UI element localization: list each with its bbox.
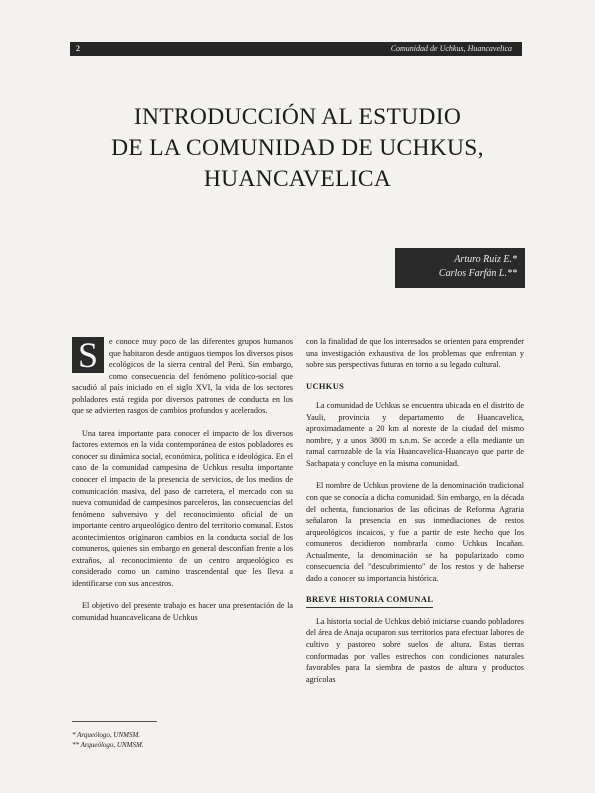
paragraph-intro-text: e conoce muy poco de las diferentes grupos humanos que habitaron desde antiguos tiempos los diversos pisos ecológicos de la sierra central del Perú. Sin embargo, como consecuencia del fenómeno político-social que sacudió al país iniciado en el siglo XVI, la vida de los sectores pobladores está regida por diversos patrones de conducta en los que se advierten rasgos de cambios profundos y acelerados.	[72, 337, 293, 416]
title-line-2: DE LA COMUNIDAD DE UCHKUS,	[111, 135, 484, 161]
authors-box	[395, 248, 525, 288]
drop-cap: S	[72, 337, 104, 373]
section-heading-historia: BREVE HISTORIA COMUNAL	[306, 594, 433, 608]
running-title: Comunidad de Uchkus, Huancavelica	[390, 44, 512, 53]
paragraph: La historia social de Uchkus debió iniciarse cuando pobladores del área de Anaja ocuparon sus territorios para efectuar labores de cultivo y pastoreo sobre suelos de altura. Estas tierras conformadas por valles estrechos con condiciones naturales favorables para la siembra de pastos de altura y productos agrícolas	[306, 616, 524, 684]
paragraph: con la finalidad de que los interesados se orienten para emprender una investigación exhaustiva de los problemas que enfrentan y sobre sus perspectivas futuras en torno a su legado cultural.	[306, 337, 524, 370]
footnote-rule	[72, 721, 157, 722]
paragraph: Una tarea importante para conocer el impacto de los diversos factores externos en la vida contemporánea de estos pobladores es conocer su dinámica social, económica, política e ideológica. En el caso de la comunidad campesina de Uchkus resulta importante conocer el impacto de la presencia de servicios, de los medios de comunicación masiva, del paso de carretera, el mercado con su nueva comunidad de campesinos parceleros, las consecuencias del fenómeno subversivo y del reconocimiento oficial de un importante centro arqueológico dentro del territorio comunal. Estos acontecimientos originaron cambios en la conducta social de los comuneros, quienes sin embargo en general desconfían frente a los extraños, al reconocimiento de un centro arqueológico es considerado como un camino trascendental que les lleva a identificarse con sus ancestros.	[72, 428, 293, 588]
paragraph: La comunidad de Uchkus se encuentra ubicada en el distrito de Yauli, provincia y departamento de Huancavelica, aproximadamente a 20 km al noreste de la ciudad del mismo nombre, y a unos 3800 m s.n.m. Se accede a ella mediante un ramal carrozable de la vía Huancavelica-Huancayo que parte de Sachapata y concluye en la misma comunidad.	[306, 401, 524, 468]
footnote-2: ** Arqueólogo, UNMSM.	[72, 741, 144, 749]
page-number: 2	[76, 44, 80, 53]
title-line-3: HUANCAVELICA	[203, 166, 392, 192]
left-column	[72, 336, 293, 624]
title-line-1: INTRODUCCIÓN AL ESTUDIO	[133, 104, 462, 130]
footnote-1: * Arqueólogo, UNMSM.	[72, 731, 141, 739]
article-title	[60, 102, 535, 195]
running-header	[70, 42, 522, 56]
right-column	[306, 336, 524, 685]
footnotes	[72, 730, 222, 750]
author-2: Carlos Farfán L.**	[438, 268, 517, 279]
paragraph: El objetivo del presente trabajo es hacer una presentación de la comunidad huancavelicana de Uchkus	[72, 601, 293, 623]
paragraph: El nombre de Uchkus proviene de la denominación tradicional con que se conocía a dicha comunidad. Sin embargo, en la década del ochenta, funcionarios de las oficinas de Reforma Agraria señalaron la presencia en sus inmediaciones de restos arqueológicos incaicos, y fue a partir de este hecho que los comuneros decidieron nombrarla como Uchkus Incañan. Actualmente, la denominación se ha popularizado como consecuencia del "descubrimiento" de los restos y de haberse dado a conocer su importancia histórica.	[306, 481, 524, 583]
paragraph-intro	[72, 336, 293, 417]
section-heading-uchkus: UCHKUS	[306, 381, 345, 391]
author-1: Arturo Ruiz E.*	[454, 254, 517, 265]
